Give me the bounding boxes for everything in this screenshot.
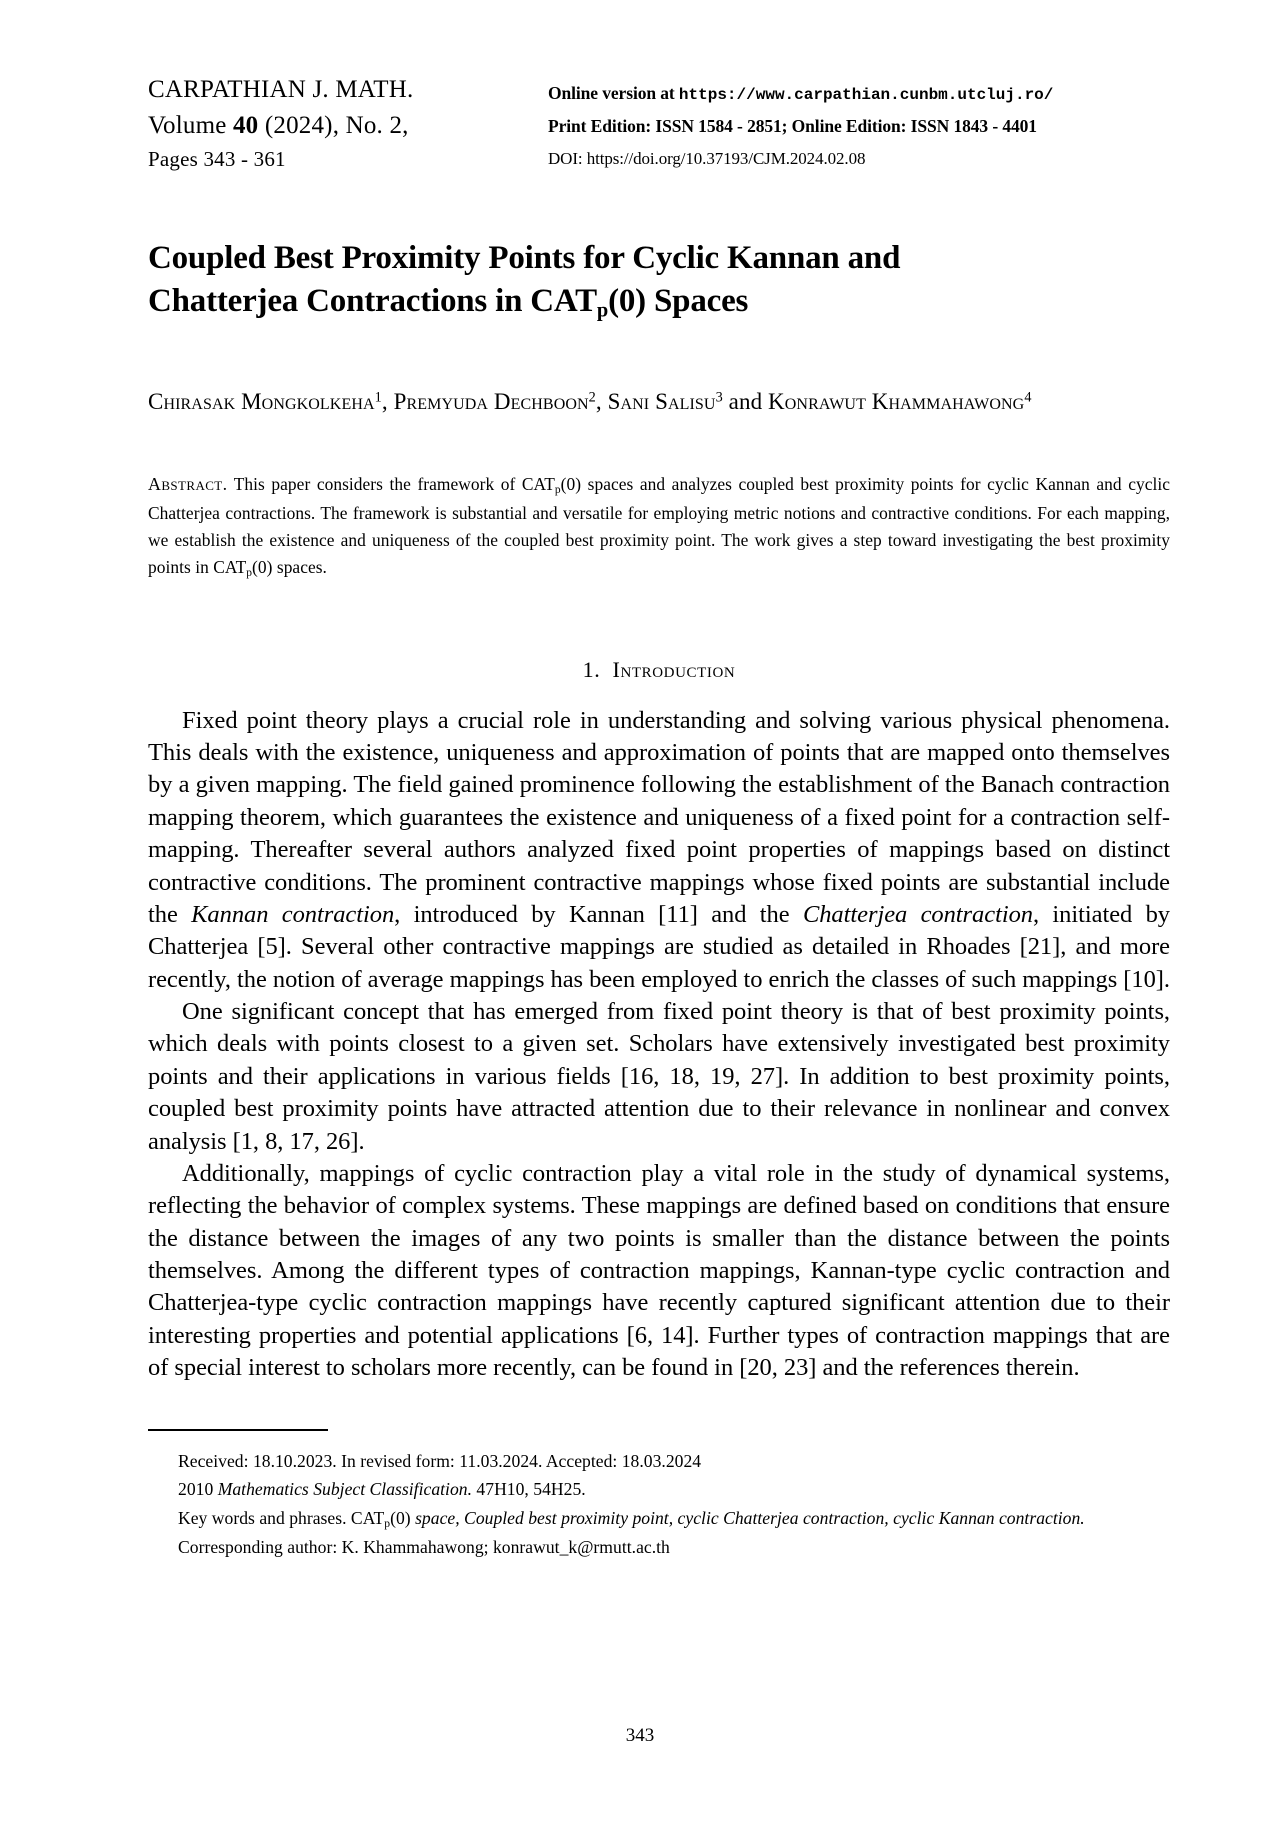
footnote-keywords	[148, 1504, 1170, 1534]
volume-number: 40	[232, 111, 259, 139]
abstract-label: Abstract.	[148, 473, 228, 494]
doi-line[interactable]: DOI: https://doi.org/10.37193/CJM.2024.02.08	[548, 148, 866, 168]
author-2-name: Premyuda Dechboon	[393, 389, 589, 414]
section-heading-introduction	[148, 657, 1170, 683]
author-2-affiliation-marker: 2	[588, 389, 596, 406]
author-conjunction: and	[722, 389, 769, 414]
footnote-block	[148, 1447, 1170, 1562]
author-list	[148, 386, 1170, 419]
author-1-name: Chirasak Mongkolkeha	[148, 389, 375, 414]
volume-suffix: (2024), No. 2,	[258, 111, 409, 139]
keywords-paren: (0)	[390, 1507, 416, 1528]
footnote-separator-rule	[148, 1429, 328, 1431]
author-separator-1: ,	[381, 389, 394, 414]
paragraph-2: One significant concept that has emerged from fixed point theory is that of best proximity points, which deals with points closest to a given set. Scholars have extensively investigated best proximity points and their applications in various fields [16, 18, 19, 27]. In addition to best proximity points, coupled best proximity points have attracted attention due to their relevance in nonlinear and convex analysis [1, 8, 17, 26].	[148, 998, 1170, 1155]
title-line-2-post: (0) Spaces	[608, 282, 749, 319]
keywords-label: Key words and phrases. CAT	[178, 1507, 385, 1528]
keywords-subscript-p: p	[384, 1516, 391, 1530]
paragraph-1-part-c: , initiated by Chatterjea [5]. Several other contractive mappings are studied as detailed in Rhoades [21], and more recently, the notion of average mappings has been employed to enrich the classes of such mappings [10].	[148, 900, 1170, 993]
author-separator-2: ,	[595, 389, 608, 414]
section-title: Introduction	[612, 656, 736, 682]
abstract-subscript-p-2: p	[246, 566, 253, 579]
msc-year: 2010	[178, 1479, 218, 1500]
abstract-text-3: (0) spaces.	[252, 556, 327, 577]
footnote-msc	[148, 1475, 1170, 1504]
footnote-received-dates: Received: 18.10.2023. In revised form: 11.03.2024. Accepted: 18.03.2024	[178, 1450, 702, 1471]
section-number: 1.	[582, 656, 601, 682]
title-line-1: Coupled Best Proximity Points for Cyclic Kannan and	[148, 239, 901, 276]
author-4-affiliation-marker: 4	[1024, 389, 1032, 406]
online-version-label: Online version at	[548, 83, 679, 103]
msc-codes: 47H10, 54H25.	[472, 1479, 586, 1500]
abstract-text-2: (0) spaces and analyzes coupled best proximity points for cyclic Kannan and cyclic Chatterjea contractions. The framework is substantial and versatile for employing metric notions and contractive conditions. For each mapping, we establish the existence and uniqueness of the coupled best proximity point. The work gives a step toward investigating the best proximity points in CAT	[148, 473, 1171, 577]
footnote-corresponding-author[interactable]: Corresponding author: K. Khammahawong; konrawut_k@rmutt.ac.th	[178, 1537, 670, 1558]
author-4-name: Konrawut Khammahawong	[768, 389, 1025, 414]
paragraph-3: Additionally, mappings of cyclic contraction play a vital role in the study of dynamical systems, reflecting the behavior of complex systems. These mappings are defined based on conditions that ensure the distance between the images of any two points is smaller than the distance between the points themselves. Among the different types of contraction mappings, Kannan-type cyclic contraction and Chatterjea-type cyclic contraction mappings have recently captured significant attention due to their interesting properties and potential applications [6, 14]. Further types of contraction mappings that are of special interest to scholars more recently, can be found in [20, 23] and the references therein.	[148, 1159, 1170, 1382]
abstract-subscript-p-1: p	[554, 483, 561, 496]
journal-identity	[148, 72, 548, 175]
author-3-affiliation-marker: 3	[715, 389, 723, 406]
journal-pages: Pages 343 - 361	[148, 147, 286, 171]
title-line-2-pre: Chatterjea Contractions in CAT	[148, 282, 597, 319]
online-version-line	[548, 77, 1170, 110]
journal-url[interactable]: https://www.carpathian.cunbm.utcluj.ro/	[678, 86, 1054, 104]
abstract-text-1: This paper considers the framework of CAT	[227, 473, 555, 494]
abstract-block	[148, 471, 1170, 583]
page-number-folio: 343	[625, 1725, 655, 1746]
paragraph-1	[148, 705, 1170, 996]
body-text	[148, 705, 1170, 1385]
author-3-name: Sani Salisu	[607, 389, 716, 414]
author-1-affiliation-marker: 1	[374, 389, 382, 406]
journal-volume	[148, 108, 548, 144]
issn-line: Print Edition: ISSN 1584 - 2851; Online Edition: ISSN 1843 - 4401	[548, 116, 1037, 137]
paragraph-1-part-b: , introduced by Kannan [11] and the	[394, 900, 803, 928]
term-kannan-contraction: Kannan contraction	[191, 900, 395, 928]
journal-masthead	[148, 0, 1170, 175]
title-subscript-p: p	[596, 299, 609, 322]
term-chatterjea-contraction: Chatterjea contraction	[802, 900, 1033, 928]
page-content	[148, 0, 1170, 1562]
journal-name: CARPATHIAN J. MATH.	[148, 76, 414, 103]
volume-prefix: Volume	[148, 111, 233, 139]
msc-label: Mathematics Subject Classification.	[217, 1479, 473, 1500]
paragraph-1-part-a: Fixed point theory plays a crucial role in understanding and solving various physical phenomena. This deals with the existence, uniqueness and approximation of points that are mapped onto themselves by a given mapping. The field gained prominence following the establishment of the Banach contraction mapping theorem, which guarantees the existence and uniqueness of a fixed point for a contraction self-mapping. Thereafter several authors analyzed fixed point properties of mappings based on distinct contractive conditions. The prominent contractive mappings whose fixed points are substantial include the	[148, 706, 1170, 928]
keywords-list: space, Coupled best proximity point, cyclic Chatterjea contraction, cyclic Kannan contraction.	[415, 1507, 1085, 1528]
paper-title	[148, 237, 1170, 324]
journal-publication-info	[548, 72, 1170, 174]
